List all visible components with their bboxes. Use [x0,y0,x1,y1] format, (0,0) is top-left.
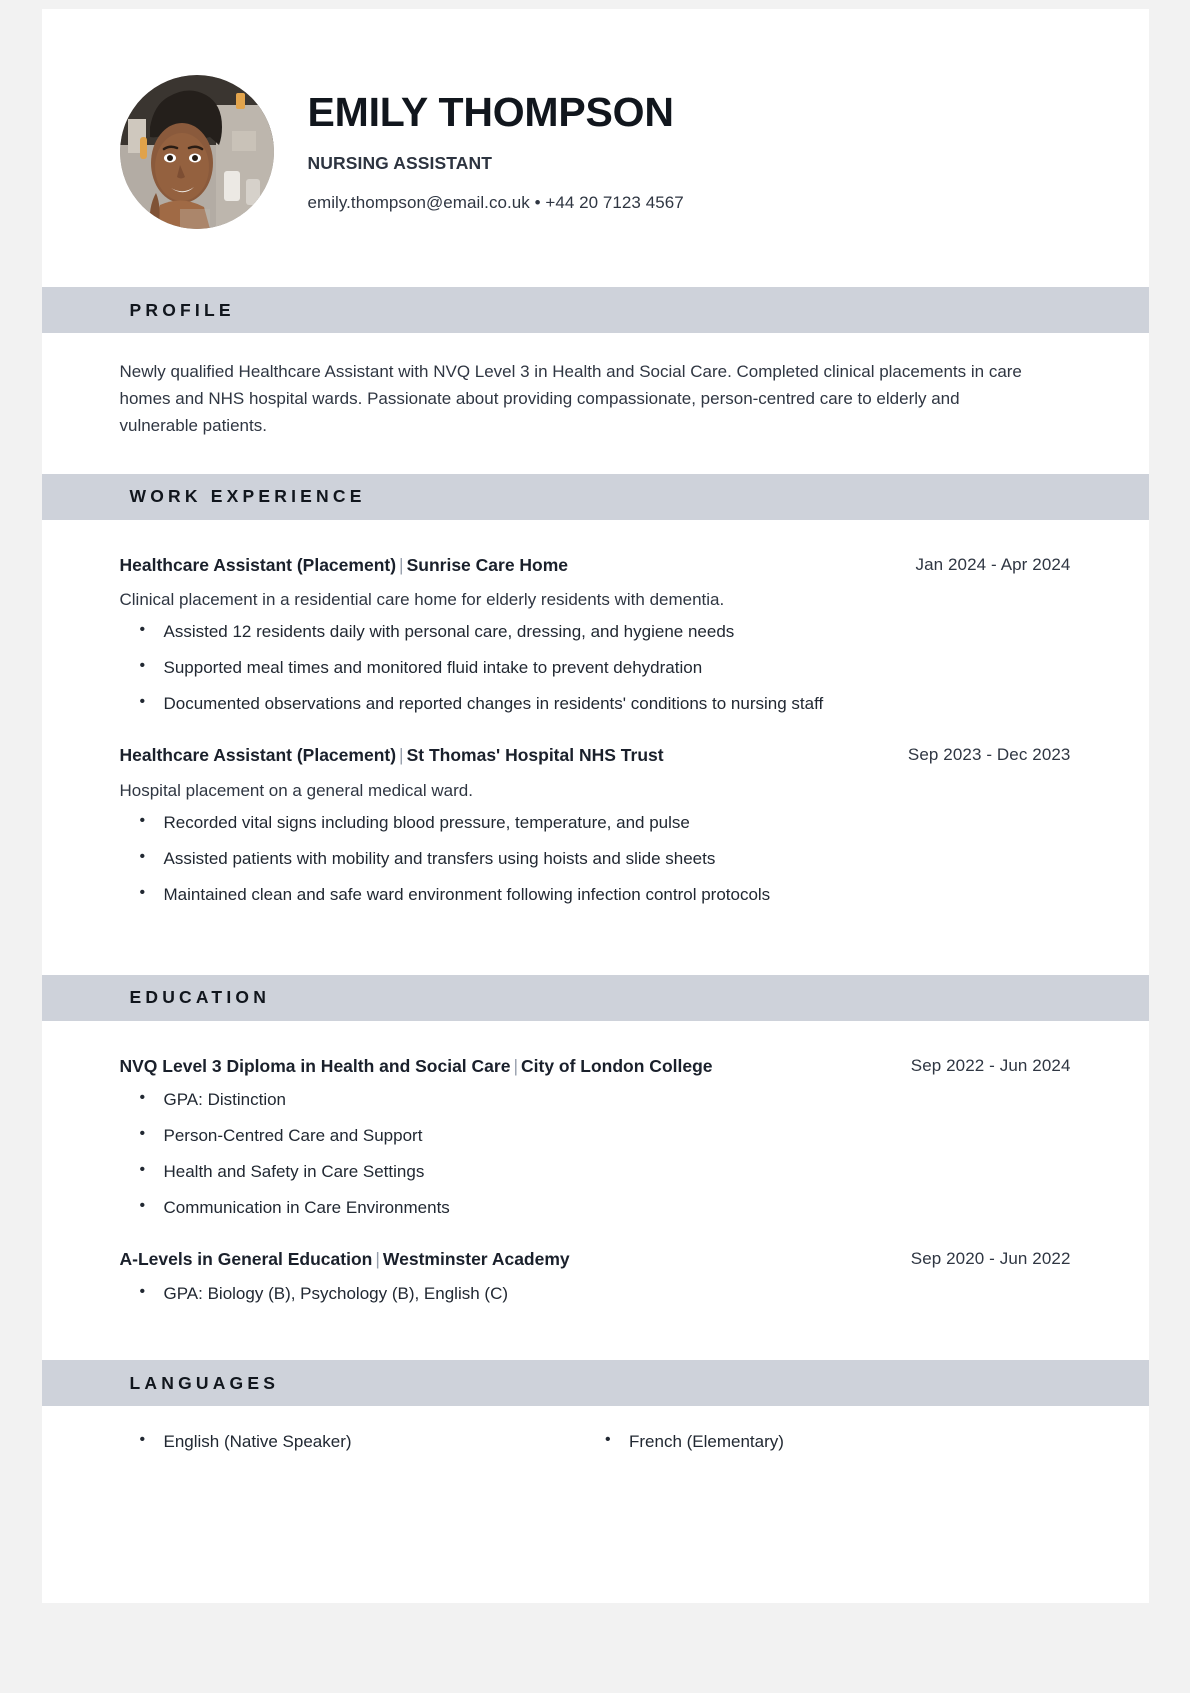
work-entry-role: Healthcare Assistant (Placement) [119,554,397,575]
list-item: • French (Elementary) [605,1432,1071,1452]
section-spacer [120,1304,1071,1360]
list-item: • GPA: Distinction [140,1090,1071,1110]
title-separator: | [513,1055,518,1076]
work-entry-organisation: St Thomas' Hospital NHS Trust [406,745,664,766]
list-item: • Recorded vital signs including blood pressure, temperature, and pulse [140,813,1071,833]
work-entry-head [120,554,1071,578]
work-entry-title [120,744,664,768]
work-entry-bullets [120,622,1071,714]
education-entry-date: Sep 2022 - Jun 2024 [910,1055,1071,1075]
title-separator: | [375,1249,380,1270]
section-title-education: EDUCATION [129,987,271,1008]
work-entry-role: Healthcare Assistant (Placement) [119,745,397,766]
resume-page [42,9,1149,1603]
education-entry [120,1021,1071,1219]
contact-line: emily.thompson@email.co.uk • +44 20 7123 4567 [307,192,684,212]
section-header-work-experience [42,474,1149,520]
section-title-languages: LANGUAGES [129,1372,280,1393]
list-item: • Assisted patients with mobility and transfers using hoists and slide sheets [140,849,1071,869]
languages-grid [120,1406,1071,1452]
job-title: NURSING ASSISTANT [307,152,492,173]
section-title-work-experience: WORK EXPERIENCE [129,486,366,507]
education-entry-bullets [120,1090,1071,1218]
title-separator: | [399,554,404,575]
avatar [120,75,274,229]
work-entry-description: Hospital placement on a general medical ward. [119,780,473,800]
education-degree: NVQ Level 3 Diploma in Health and Social Care [119,1055,511,1076]
section-spacer [120,905,1071,975]
education-institution: Westminster Academy [382,1249,570,1270]
list-item: • Health and Safety in Care Settings [140,1162,1071,1182]
section-body-profile [42,333,1149,474]
list-item: • Documented observations and reported changes in residents' conditions to nursing staff [140,694,1071,714]
work-entry-date: Sep 2023 - Dec 2023 [907,745,1071,765]
section-body-work-experience [42,520,1149,975]
work-entry [120,714,1071,905]
page-title: EMILY THOMPSON [307,89,674,136]
list-item: • Supported meal times and monitored fluid intake to prevent dehydration [140,658,1071,678]
list-item: • Assisted 12 residents daily with personal care, dressing, and hygiene needs [140,622,1071,642]
work-entry-date: Jan 2024 - Apr 2024 [915,554,1071,574]
work-entry-bullets [120,813,1071,905]
section-title-profile: PROFILE [129,299,235,320]
education-entry-bullets [120,1284,1071,1304]
profile-photo-icon [120,75,274,229]
section-body-education [42,1021,1149,1360]
section-header-profile [42,287,1149,333]
title-separator: | [399,745,404,766]
list-item: • GPA: Biology (B), Psychology (B), English (C) [140,1284,1071,1304]
list-item: • Communication in Care Environments [140,1198,1071,1218]
education-entry-title [120,1055,713,1079]
education-degree: A-Levels in General Education [119,1249,373,1270]
education-entry-date: Sep 2020 - Jun 2022 [910,1249,1071,1269]
list-item: • Person-Centred Care and Support [140,1126,1071,1146]
section-header-languages [42,1360,1149,1406]
education-entry-head [120,1055,1071,1079]
work-entry-title [120,554,569,578]
list-item: • Maintained clean and safe ward environment following infection control protocols [140,885,1071,905]
work-entry-description: Clinical placement in a residential care home for elderly residents with dementia. [119,590,725,610]
section-header-education [42,975,1149,1021]
education-institution: City of London College [521,1055,713,1076]
work-entry-organisation: Sunrise Care Home [406,554,569,575]
education-entry-title [120,1248,570,1272]
section-body-languages [42,1406,1149,1452]
education-entry [120,1218,1071,1304]
list-item: • English (Native Speaker) [140,1432,606,1452]
work-entry-head [120,744,1071,768]
header-text-block [308,91,684,212]
education-entry-head [120,1248,1071,1272]
profile-summary-text: Newly qualified Healthcare Assistant with NVQ Level 3 in Health and Social Care. Completed clinical placements in care homes and NHS hospital wards. Passionate about providing compassionate, person-centred care to elderly and vulnerable patients. [119,362,1022,435]
resume-header [42,9,1149,287]
work-entry [120,520,1071,715]
